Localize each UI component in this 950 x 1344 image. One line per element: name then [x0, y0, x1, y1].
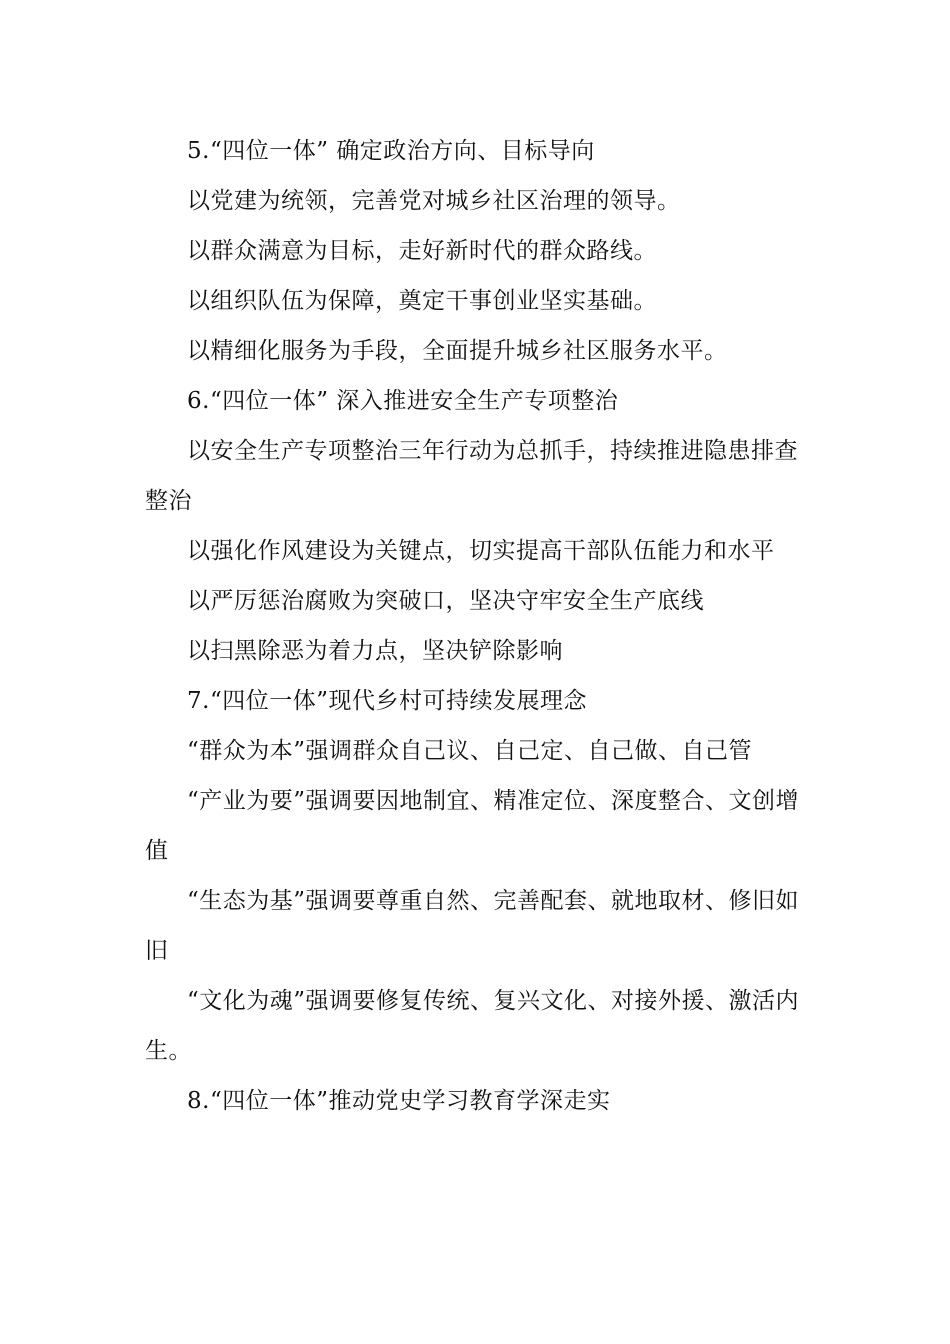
paragraph: 以党建为统领，完善党对城乡社区治理的领导。	[187, 188, 681, 214]
paragraph: 以安全生产专项整治三年行动为总抓手，持续推进隐患排查整治	[145, 438, 798, 514]
paragraph: “群众为本”强调群众自己议、自己定、自己做、自己管	[187, 738, 753, 764]
document-body	[145, 126, 807, 1126]
heading-6: 6.“四位一体” 深入推进安全生产专项整治	[187, 388, 619, 414]
heading-5: 5.“四位一体” 确定政治方向、目标导向	[187, 138, 595, 164]
paragraph: 以扫黑除恶为着力点，坚决铲除影响	[187, 638, 563, 664]
paragraph: “文化为魂”强调要修复传统、复兴文化、对接外援、激活内生。	[145, 988, 800, 1064]
paragraph: “产业为要”强调要因地制宜、精准定位、深度整合、文创增值	[145, 788, 800, 864]
heading-8: 8.“四位一体”推动党史学习教育学深走实	[187, 1088, 611, 1114]
paragraph: 以严厉惩治腐败为突破口，坚决守牢安全生产底线	[187, 588, 704, 614]
paragraph: 以强化作风建设为关键点，切实提高干部队伍能力和水平	[187, 538, 775, 564]
paragraph: “生态为基”强调要尊重自然、完善配套、就地取材、修旧如旧	[145, 888, 800, 964]
paragraph: 以群众满意为目标，走好新时代的群众路线。	[187, 238, 657, 264]
heading-7: 7.“四位一体”现代乡村可持续发展理念	[187, 688, 587, 714]
paragraph: 以精细化服务为手段，全面提升城乡社区服务水平。	[187, 338, 728, 364]
paragraph: 以组织队伍为保障，奠定干事创业坚实基础。	[187, 288, 657, 314]
